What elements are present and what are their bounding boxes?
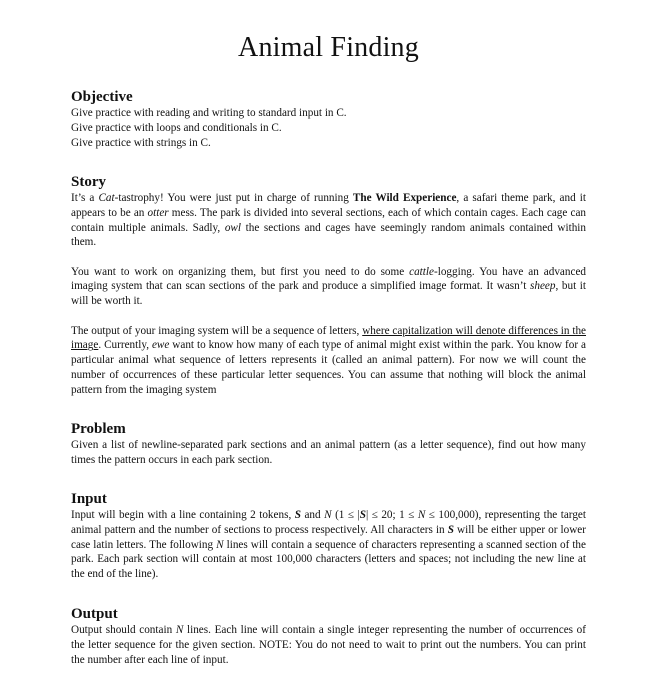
problem-section	[71, 421, 586, 468]
text-run: lines. Each line will contain a single integer representing the number of occurrences of the letter sequence for the given section. NOTE: You do not need to wait to print out the numbers. You can print the number after each line of input.	[71, 624, 587, 666]
text-run: The output of your imaging system will be a sequence of letters,	[71, 324, 363, 337]
objective-item: Give practice with reading and writing to standard input in C.	[71, 107, 347, 119]
text-run: . Currently,	[98, 339, 152, 352]
pun-ewe: ewe	[151, 339, 170, 352]
page-title: Animal Finding	[238, 32, 419, 63]
text-run: want to know how many of each type of animal might exist within the park. You know for a particular animal what sequence of letters represents it (called an animal pattern). For now we will count the number of occurrences of these particular letter sequences. You can assume that nothing will block the animal pattern from the imaging system	[71, 339, 586, 396]
underlined-note: where capitalization will denote differences in the image	[71, 324, 587, 352]
pun-otter: otter	[147, 206, 169, 219]
objective-item: Give practice with strings in C.	[71, 137, 211, 149]
text-run: and	[300, 509, 325, 521]
input-section	[71, 491, 586, 582]
var-n: N	[324, 509, 332, 521]
story-paragraph-1	[71, 191, 586, 250]
pun-cattle: cattle	[409, 265, 434, 278]
output-section	[71, 606, 586, 667]
story-paragraph-3	[71, 324, 586, 398]
text-run: the sections and cages have seemingly random animals contained within them.	[71, 221, 586, 249]
text-run: (1 ≤ |	[331, 509, 360, 521]
text-run: You want to work on organizing them, but first you need to do some	[71, 265, 410, 278]
story-heading: Story	[71, 174, 106, 190]
pun-sheep: sheep	[530, 280, 556, 293]
text-run: ≤ 100,000), representing the target animal pattern and the number of sections to process respectively. All characters in	[71, 509, 587, 536]
text-run: Input will begin with a line containing 2 tokens,	[71, 509, 295, 521]
input-heading: Input	[71, 491, 107, 507]
story-paragraph-2	[71, 265, 586, 309]
text-run: lines will contain a sequence of characters representing a scanned section of the park. Each park section will contain at most 100,000 characters (letters and spaces; not including the new line at the end of the line).	[71, 538, 586, 581]
text-run: mess. The park is divided into several sections, each of which contain cages. Each cage can contain multiple animals. Sadly,	[71, 206, 587, 234]
text-run: will be either upper or lower case latin letters. The following	[71, 523, 586, 551]
pun-owl: owl	[224, 221, 241, 234]
var-s: S	[447, 523, 454, 536]
text-run: It’s a	[71, 192, 99, 204]
output-heading: Output	[71, 606, 118, 622]
problem-heading: Problem	[71, 421, 126, 437]
objective-section	[71, 89, 586, 151]
var-n: N	[175, 624, 184, 636]
story-section	[71, 174, 586, 398]
input-text	[71, 508, 586, 582]
text-run: , a safari theme park, and it appears to be an	[71, 192, 586, 219]
park-name: The Wild Experience	[352, 192, 457, 204]
var-n: N	[216, 538, 224, 551]
objective-heading: Objective	[71, 89, 133, 105]
text-run: , but it will be worth it.	[71, 280, 586, 308]
var-s: S	[294, 509, 301, 521]
text-run: | ≤ 20; 1 ≤	[365, 509, 418, 521]
text-run: Output should contain	[71, 624, 176, 636]
problem-text: Given a list of newline-separated park sections and an animal pattern (as a letter sequence), find out how many times the pattern occurs in each park section.	[71, 439, 586, 466]
text-run: -logging. You have an advanced imaging system that can scan sections of the park and produce a simplified image format. It wasn’t	[71, 265, 586, 293]
var-s: S	[359, 509, 366, 521]
output-text	[71, 623, 586, 667]
var-n: N	[417, 509, 426, 521]
objective-item: Give practice with loops and conditionals in C.	[71, 122, 282, 134]
text-run: -tastrophy! You were just put in charge of running	[114, 192, 353, 204]
pun-cat: Cat	[98, 192, 115, 204]
